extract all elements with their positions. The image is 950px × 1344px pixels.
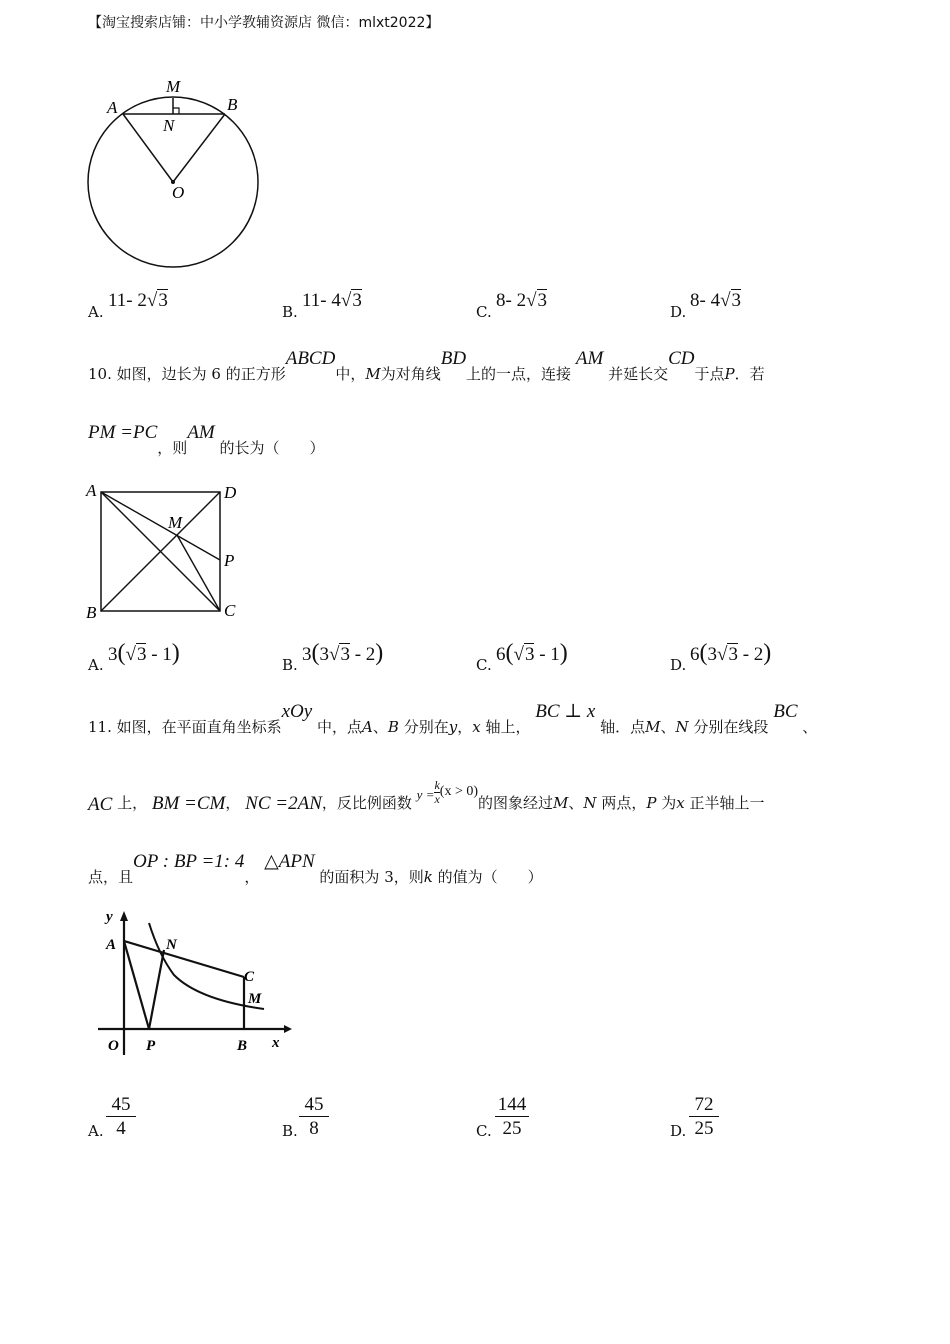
label-y: y <box>106 909 113 925</box>
label-a: A <box>106 937 117 953</box>
q11-line-1: 11. 如图，在平面直角坐标系xOy 中，点A、B 分别在y，x 轴上， BC ⊥ x 轴．点M、N 分别在线段 BC 、 <box>88 701 818 736</box>
q10-option-d-value[interactable]: 6(3√3 - 2) <box>690 640 772 666</box>
q9-option-c-value[interactable]: 8- 2√3 <box>496 290 548 311</box>
label-d: D <box>224 483 237 502</box>
label-a: A <box>86 481 97 500</box>
segment-mc <box>177 535 220 611</box>
q11-option-a-letter[interactable]: A. <box>88 1122 104 1140</box>
right-angle-mark <box>173 108 179 114</box>
q10-option-c-letter[interactable]: C. <box>476 656 492 674</box>
q10-figure <box>80 478 250 626</box>
segment-ap <box>124 941 149 1029</box>
q11-option-c-value[interactable]: $\frac{144}{25}$ <box>495 1094 529 1141</box>
q10-option-b-letter[interactable]: B. <box>282 656 298 674</box>
q9-option-b-letter[interactable]: B. <box>282 303 298 321</box>
q10-option-d-letter[interactable]: D. <box>670 656 687 674</box>
label-n: N <box>166 937 177 953</box>
label-b: B <box>237 1038 248 1054</box>
label-b: B <box>227 95 238 114</box>
q11-option-c-letter[interactable]: C. <box>476 1122 492 1140</box>
segment-pn <box>149 950 164 1029</box>
q11-line-3: 点，且OP : BP =1: 4， △APN 的面积为 3，则k 的值为（ ） <box>88 851 543 886</box>
q9-option-d-value[interactable]: 8- 4√3 <box>690 290 742 311</box>
q10-option-a-value[interactable]: 3(√3 - 1) <box>108 640 180 666</box>
label-a: A <box>107 98 118 117</box>
label-c: C <box>244 969 255 985</box>
label-c: C <box>224 601 236 620</box>
q11-option-d-letter[interactable]: D. <box>670 1122 687 1140</box>
label-n: N <box>163 116 175 135</box>
q9-option-a-letter[interactable]: A. <box>88 303 104 321</box>
label-m: M <box>248 991 262 1007</box>
q9-option-d-letter[interactable]: D. <box>670 303 687 321</box>
q9-option-a-value[interactable]: 11- 2√3 <box>108 290 168 311</box>
segment-ac <box>124 941 244 977</box>
label-p: P <box>146 1038 156 1054</box>
segment-bo <box>173 114 225 182</box>
q10-line-1: 10. 如图，边长为 6 的正方形ABCD中，M为对角线BD上的一点，连接 AM 并延长交CD于点P．若 <box>88 348 765 383</box>
q9-option-b-value[interactable]: 11- 4√3 <box>302 290 362 311</box>
q11-line-2: AC 上， BM =CM， NC =2AN，反比例函数 y = $\frac{k}{x}$ (x > 0)的图象经过M、N 两点，P 为x 正半轴上一 <box>88 778 765 815</box>
label-x: x <box>272 1035 280 1051</box>
x-axis-arrow <box>284 1025 292 1033</box>
q9-figure <box>80 72 270 272</box>
label-m: M <box>166 77 181 96</box>
q10-option-c-value[interactable]: 6(√3 - 1) <box>496 640 568 666</box>
q10-option-b-value[interactable]: 3(3√3 - 2) <box>302 640 384 666</box>
label-b: B <box>86 603 97 622</box>
q11-option-b-value[interactable]: $\frac{45}{8}$ <box>299 1094 329 1141</box>
label-o: O <box>108 1038 119 1054</box>
label-m: M <box>168 513 183 532</box>
q9-option-c-letter[interactable]: C. <box>476 303 492 321</box>
q10-line-2: PM =PC，则AM 的长为（ ） <box>88 422 325 457</box>
q11-figure <box>94 905 294 1060</box>
q11-option-a-value[interactable]: $\frac{45}{4}$ <box>106 1094 136 1141</box>
q11-option-d-value[interactable]: $\frac{72}{25}$ <box>689 1094 719 1141</box>
segment-ap <box>101 492 220 560</box>
label-p: P <box>224 551 235 570</box>
y-axis-arrow <box>120 911 128 921</box>
label-o: O <box>172 183 185 202</box>
q10-option-a-letter[interactable]: A. <box>88 656 104 674</box>
page-header: 【淘宝搜索店铺：中小学教辅资源店 微信：mlxt2022】 <box>88 15 440 31</box>
q11-option-b-letter[interactable]: B. <box>282 1122 298 1140</box>
